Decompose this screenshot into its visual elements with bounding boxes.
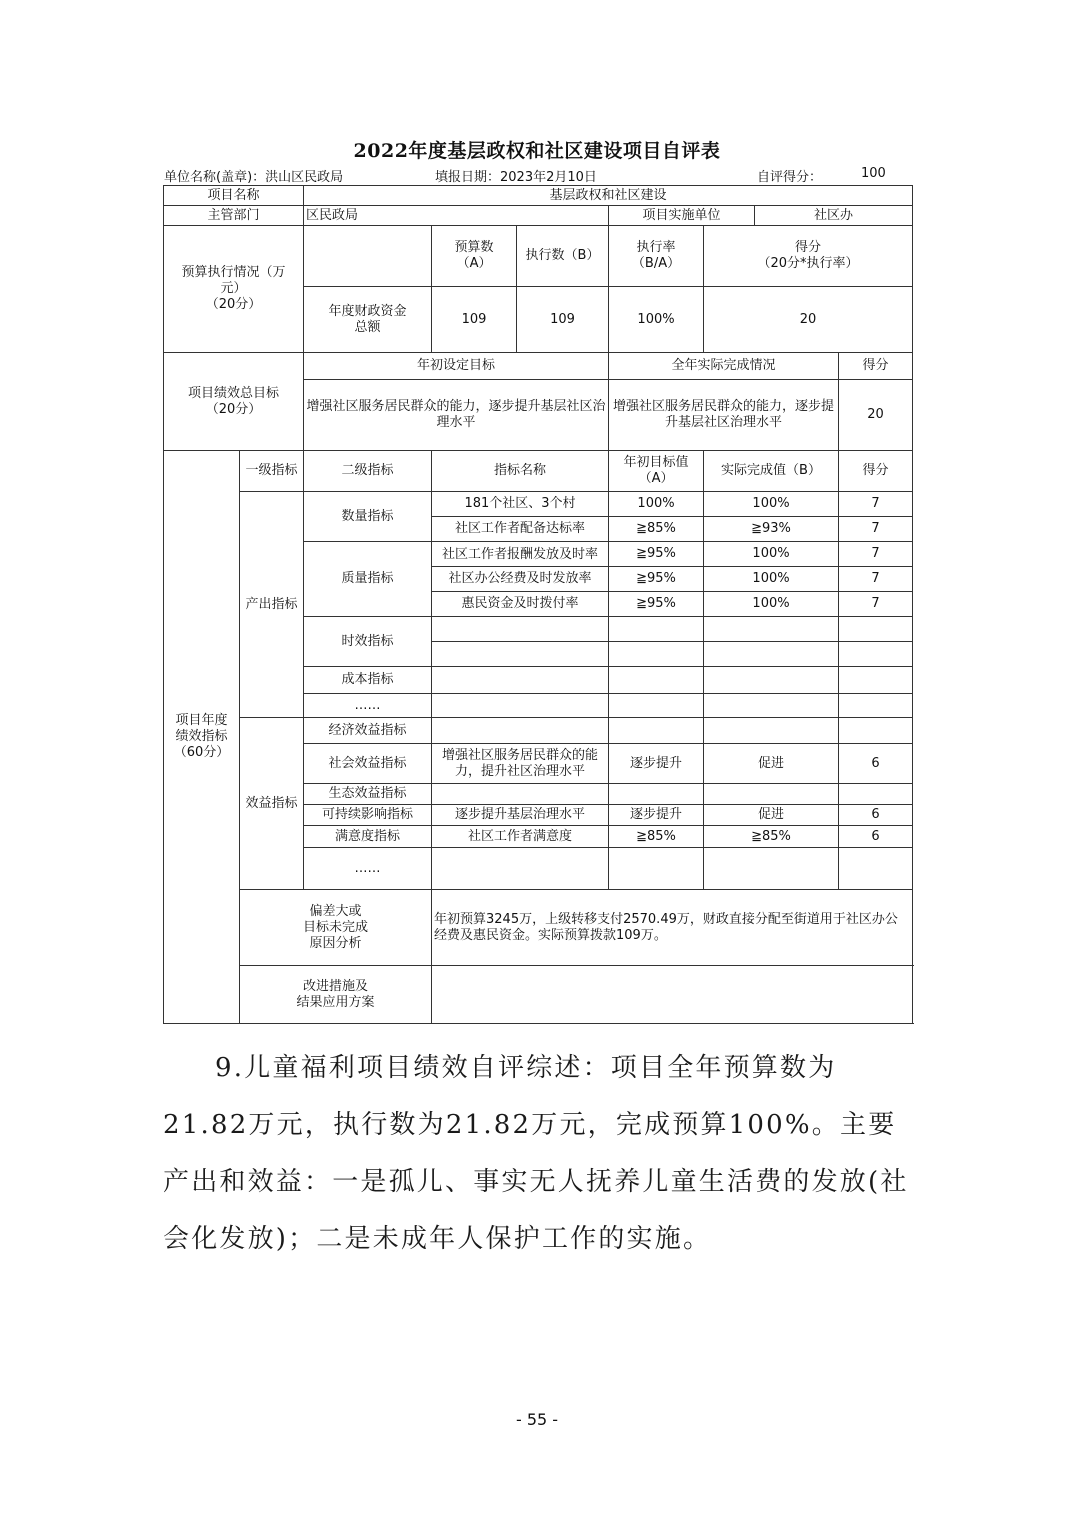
budget-value: 109 (432, 287, 517, 353)
empty-cell (704, 694, 839, 718)
economic-indicator-label: 经济效益指标 (304, 718, 432, 744)
empty-cell (432, 642, 609, 667)
indicator-target: 逐步提升 (609, 805, 704, 826)
budget-label-line2: 元） (220, 281, 247, 296)
indicator-label-line3: （60分） (173, 745, 230, 760)
row-deviation (164, 890, 913, 966)
empty-cell (609, 784, 704, 805)
dept-label: 主管部门 (164, 206, 304, 226)
empty-cell (432, 694, 609, 718)
indicator-score: 6 (839, 805, 913, 826)
satisfaction-indicator-label: 满意度指标 (304, 826, 432, 848)
header-rate-line1: 执行率 (636, 240, 676, 255)
goal-header-initial: 年初设定目标 (304, 353, 609, 380)
budget-header-rate (609, 226, 704, 287)
indicator-score: 7 (839, 542, 913, 567)
unit-name: 单位名称(盖章)：洪山区民政局 (164, 170, 344, 185)
quantity-indicator-label: 数量指标 (304, 492, 432, 542)
cost-indicator-label: 成本指标 (304, 667, 432, 694)
goal-score: 20 (839, 380, 913, 451)
budget-row-label-line2: 总额 (354, 319, 381, 335)
indicator-name: 社区工作者配备达标率 (432, 517, 609, 542)
indicator-row (164, 492, 913, 517)
row-improve (164, 966, 913, 1024)
indicator-label-line2: 绩效指标 (175, 729, 228, 744)
improve-text (432, 966, 913, 1024)
goal-label-line2: （20分） (205, 401, 262, 417)
header-budget-line2: （A） (456, 256, 492, 271)
indicator-target: ≧95% (609, 567, 704, 592)
header-actual: 实际完成值（B） (704, 451, 839, 492)
budget-header-b: 执行数（B） (517, 226, 609, 287)
indicator-actual: ≧85% (704, 826, 839, 848)
indicator-score: 7 (839, 592, 913, 617)
indicator-target: 逐步提升 (609, 744, 704, 784)
empty-cell (432, 617, 609, 642)
indicator-actual: 100% (704, 592, 839, 617)
project-name-label: 项目名称 (164, 186, 304, 206)
improve-label-line2: 结果应用方案 (296, 994, 375, 1010)
self-evaluation-table (163, 185, 913, 1024)
indicator-name: 社区工作者满意度 (432, 826, 609, 848)
empty-cell (609, 694, 704, 718)
time-indicator-label: 时效指标 (304, 617, 432, 667)
header-target (609, 451, 704, 492)
social-indicator-label: 社会效益指标 (304, 744, 432, 784)
output-indicator-label: 产出指标 (240, 492, 304, 718)
indicator-score: 6 (839, 744, 913, 784)
output-ellipsis: …… (304, 694, 432, 718)
empty-cell (704, 667, 839, 694)
empty-cell (839, 694, 913, 718)
empty-cell (704, 642, 839, 667)
indicator-actual: 促进 (704, 744, 839, 784)
empty-cell (839, 617, 913, 642)
indicator-label-line1: 项目年度 (175, 713, 228, 728)
header-level1: 一级指标 (240, 451, 304, 492)
goal-actual: 增强社区服务居民群众的能力，逐步提升基层社区治理水平 (609, 380, 839, 451)
row-dept (164, 206, 913, 226)
deviation-label-line2: 目标未完成 (303, 919, 369, 935)
goal-label-line1: 项目绩效总目标 (188, 385, 280, 401)
header-indicator-name: 指标名称 (432, 451, 609, 492)
header-target-line1: 年初目标值 (623, 455, 689, 470)
indicator-section-label (164, 451, 240, 1024)
indicator-row (164, 718, 913, 744)
improve-label (240, 966, 432, 1024)
indicator-actual: 100% (704, 542, 839, 567)
indicator-target: ≧95% (609, 592, 704, 617)
indicator-name: 惠民资金及时拨付率 (432, 592, 609, 617)
rate-value: 100% (609, 287, 704, 353)
budget-header-score (704, 226, 913, 287)
budget-label-line3: （20分） (205, 297, 262, 312)
self-score-label: 自评得分： (757, 170, 823, 185)
indicator-name: 增强社区服务居民群众的能力，提升社区治理水平 (432, 744, 609, 784)
indicator-target: 100% (609, 492, 704, 517)
indicator-name (432, 542, 609, 567)
goal-header-score: 得分 (839, 353, 913, 380)
empty-cell (609, 642, 704, 667)
goal-header-actual: 全年实际完成情况 (609, 353, 839, 380)
row-budget-header (164, 226, 913, 287)
header-budget-line1: 预算数 (454, 240, 494, 255)
project-name-value: 基层政权和社区建设 (304, 186, 913, 206)
empty-cell (432, 784, 609, 805)
indicator-name-text: 社区工作者报酬发放及时率 (442, 546, 599, 562)
empty-cell (839, 718, 913, 744)
indicator-target: ≧85% (609, 826, 704, 848)
empty-cell (704, 718, 839, 744)
deviation-label (240, 890, 432, 966)
page-number: - 55 - (515, 1410, 559, 1429)
benefit-indicator-label: 效益指标 (240, 718, 304, 890)
indicator-actual: 100% (704, 492, 839, 517)
impl-unit-label: 项目实施单位 (609, 206, 755, 226)
indicator-target: ≧95% (609, 542, 704, 567)
benefit-ellipsis: …… (304, 848, 432, 890)
empty-cell (839, 642, 913, 667)
summary-text: 9.儿童福利项目绩效自评综述：项目全年预算数为21.82万元，执行数为21.82万元，完成预算100%。主要产出和效益：一是孤儿、事实无人抚养儿童生活费的发放(社会化发放)；二是未成年人保护工作的实施。 (163, 1053, 909, 1254)
indicator-target: ≧85% (609, 517, 704, 542)
indicator-actual: ≧93% (704, 517, 839, 542)
deviation-label-line3: 原因分析 (309, 935, 362, 951)
deviation-text: 年初预算3245万，上级转移支付2570.49万，财政直接分配至街道用于社区办公经费及惠民资金。实际预算拨款109万。 (432, 890, 913, 966)
row-project-name (164, 186, 913, 206)
goal-section-label (164, 353, 304, 451)
empty-cell (839, 667, 913, 694)
improve-label-line1: 改进措施及 (303, 978, 369, 994)
form-title: 2022年度基层政权和社区建设项目自评表 (353, 140, 721, 162)
self-score-value: 100 (861, 166, 886, 181)
indicator-name: 社区办公经费及时发放率 (432, 567, 609, 592)
row-goal-header (164, 353, 913, 380)
dept-value: 区民政局 (304, 206, 609, 226)
budget-section-label (164, 226, 304, 353)
sustain-indicator-label: 可持续影响指标 (304, 805, 432, 826)
budget-header-a (432, 226, 517, 287)
empty-cell (432, 718, 609, 744)
deviation-label-line1: 偏差大或 (309, 903, 362, 919)
indicator-score: 6 (839, 826, 913, 848)
indicator-score: 7 (839, 517, 913, 542)
summary-paragraph (163, 1040, 915, 1268)
exec-value: 109 (517, 287, 609, 353)
empty-cell (839, 784, 913, 805)
indicator-actual: 100% (704, 567, 839, 592)
header-score: 得分 (839, 451, 913, 492)
indicator-score: 7 (839, 492, 913, 517)
empty-cell (839, 848, 913, 890)
empty-cell (704, 784, 839, 805)
quality-indicator-label: 质量指标 (304, 542, 432, 617)
header-rate-line2: （B/A） (631, 256, 681, 271)
budget-row-label-line1: 年度财政资金 (328, 303, 407, 319)
header-score-line2: （20分*执行率） (757, 256, 859, 271)
indicator-actual: 促进 (704, 805, 839, 826)
header-level2: 二级指标 (304, 451, 432, 492)
budget-header-empty (304, 226, 432, 287)
eco-indicator-label: 生态效益指标 (304, 784, 432, 805)
empty-cell (609, 718, 704, 744)
header-target-line2: （A） (638, 471, 674, 486)
empty-cell (609, 617, 704, 642)
fill-date: 填报日期：2023年2月10日 (435, 170, 597, 185)
goal-initial: 增强社区服务居民群众的能力，逐步提升基层社区治理水平 (304, 380, 609, 451)
empty-cell (704, 617, 839, 642)
impl-unit-value: 社区办 (755, 206, 913, 226)
budget-label-line1: 预算执行情况（万 (181, 265, 286, 280)
empty-cell (704, 848, 839, 890)
header-score-line1: 得分 (795, 240, 822, 255)
empty-cell (609, 667, 704, 694)
row-indicator-header (164, 451, 913, 492)
indicator-score: 7 (839, 567, 913, 592)
indicator-name: 181个社区、3个村 (432, 492, 609, 517)
empty-cell (432, 667, 609, 694)
empty-cell (609, 848, 704, 890)
budget-score-value: 20 (704, 287, 913, 353)
indicator-name: 逐步提升基层治理水平 (432, 805, 609, 826)
budget-row-label (304, 287, 432, 353)
empty-cell (432, 848, 609, 890)
